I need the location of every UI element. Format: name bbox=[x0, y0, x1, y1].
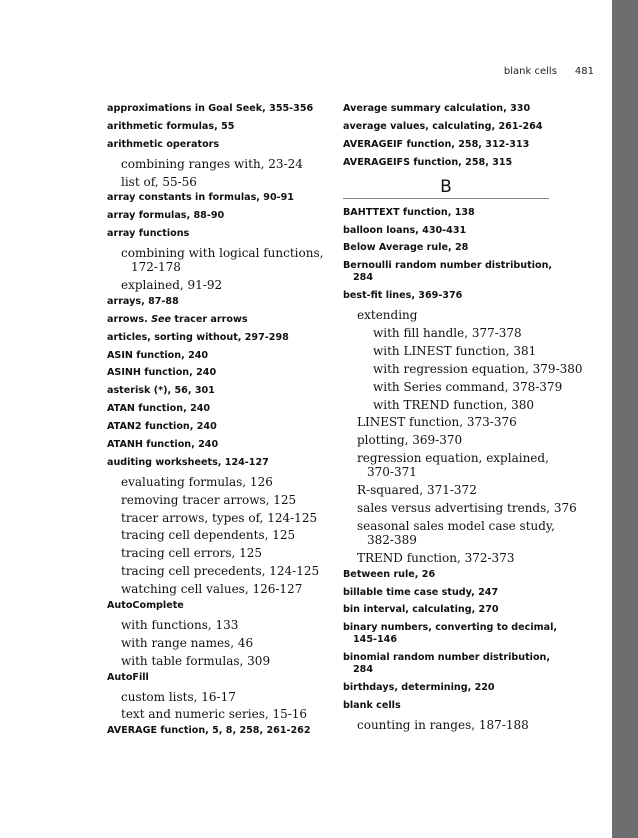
index-subentry bbox=[343, 483, 583, 497]
entry-text: ATANH function, 240 bbox=[107, 439, 219, 451]
index-entry bbox=[107, 439, 347, 451]
entry-continuation: 370-371 bbox=[367, 465, 417, 480]
index-column-left bbox=[107, 103, 347, 743]
entry-text: Below Average rule, 28 bbox=[343, 242, 469, 254]
index-subentry bbox=[343, 344, 583, 358]
entry-text: array constants in formulas, 90-91 bbox=[107, 192, 294, 204]
index-entry bbox=[343, 682, 583, 694]
index-entry bbox=[107, 421, 347, 433]
entry-text: with LINEST function, 381 bbox=[373, 343, 537, 358]
entry-text: custom lists, 16-17 bbox=[121, 689, 236, 704]
index-entry bbox=[107, 210, 347, 222]
entry-text: ATAN function, 240 bbox=[107, 403, 211, 415]
index-entry bbox=[107, 332, 347, 344]
entry-text: tracing cell dependents, 125 bbox=[121, 528, 296, 543]
letter-heading: B bbox=[343, 177, 549, 199]
index-subentry bbox=[107, 528, 347, 542]
index-subentry bbox=[107, 175, 347, 189]
entry-text: approximations in Goal Seek, 355-356 bbox=[107, 103, 314, 114]
index-entry bbox=[107, 600, 347, 612]
entry-text: with functions, 133 bbox=[121, 617, 239, 632]
entry-text: auditing worksheets, 124-127 bbox=[107, 456, 269, 468]
index-entry bbox=[343, 260, 583, 284]
entry-text: R-squared, 371-372 bbox=[357, 483, 477, 498]
entry-text: extending bbox=[357, 308, 418, 323]
entry-text: TREND function, 372-373 bbox=[357, 550, 515, 565]
entry-text: AVERAGE function, 5, 8, 258, 261-262 bbox=[107, 725, 311, 737]
entry-text: AutoFill bbox=[107, 671, 149, 683]
entry-text: asterisk (*), 56, 301 bbox=[107, 385, 215, 397]
index-entry bbox=[107, 367, 347, 379]
entry-text: arithmetic formulas, 55 bbox=[107, 120, 235, 132]
entry-text: counting in ranges, 187-188 bbox=[357, 717, 529, 732]
entry-text: combining with logical functions, bbox=[121, 246, 324, 261]
index-entry bbox=[107, 385, 347, 397]
page-number: 481 bbox=[574, 66, 594, 77]
index-subentry bbox=[107, 707, 347, 721]
entry-text: with range names, 46 bbox=[121, 635, 254, 650]
entry-text: array functions bbox=[107, 228, 190, 240]
index-subentry bbox=[107, 493, 347, 507]
entry-text: average values, calculating, 261-264 bbox=[343, 120, 543, 132]
index-entry bbox=[343, 139, 583, 151]
entry-continuation: 382-389 bbox=[367, 532, 417, 547]
entry-text: balloon loans, 430-431 bbox=[343, 224, 467, 236]
index-entry bbox=[107, 121, 347, 133]
index-subentry bbox=[107, 636, 347, 650]
index-entry bbox=[107, 228, 347, 240]
entry-continuation: 284 bbox=[353, 664, 374, 676]
index-entry bbox=[343, 622, 583, 646]
index-subentry bbox=[107, 475, 347, 489]
entry-text: ASIN function, 240 bbox=[107, 349, 209, 361]
index-entry bbox=[107, 725, 347, 737]
entry-continuation: 145-146 bbox=[353, 634, 398, 646]
index-subentry bbox=[343, 501, 583, 515]
index-subentry bbox=[343, 433, 583, 447]
index-entry bbox=[343, 652, 583, 676]
entry-text: ASINH function, 240 bbox=[107, 367, 217, 379]
index-subentry bbox=[343, 326, 583, 340]
entry-text: AutoComplete bbox=[107, 600, 184, 612]
entry-text: birthdays, determining, 220 bbox=[343, 682, 495, 694]
index-entry bbox=[343, 604, 583, 616]
entry-text: Average summary calculation, 330 bbox=[343, 103, 531, 114]
entry-text: blank cells bbox=[343, 700, 401, 712]
index-entry bbox=[343, 121, 583, 133]
entry-text: with regression equation, 379-380 bbox=[373, 361, 583, 376]
entry-text: tracing cell errors, 125 bbox=[121, 546, 263, 561]
index-subentry bbox=[107, 157, 347, 171]
entry-text: removing tracer arrows, 125 bbox=[121, 492, 297, 507]
entry-text: binary numbers, converting to decimal, bbox=[343, 622, 558, 634]
index-group-a-continued bbox=[343, 103, 583, 169]
entry-text: text and numeric series, 15-16 bbox=[121, 707, 308, 722]
entry-text: AVERAGEIF function, 258, 312-313 bbox=[343, 138, 530, 150]
index-subentry bbox=[343, 718, 583, 732]
entry-text: best-fit lines, 369-376 bbox=[343, 290, 463, 302]
entry-text: evaluating formulas, 126 bbox=[121, 474, 273, 489]
index-subentry bbox=[343, 415, 583, 429]
index-subentry bbox=[343, 362, 583, 376]
index-entry bbox=[107, 314, 347, 326]
index-subentry bbox=[343, 451, 583, 479]
index-entry bbox=[107, 672, 347, 684]
page-edge-bar bbox=[612, 0, 638, 838]
entry-text: plotting, 369-370 bbox=[357, 433, 463, 448]
index-entry bbox=[343, 587, 583, 599]
index-subentry bbox=[343, 519, 583, 547]
entry-text: with table formulas, 309 bbox=[121, 653, 271, 668]
index-subentry bbox=[343, 380, 583, 394]
index-entry bbox=[107, 139, 347, 151]
index-entry bbox=[343, 569, 583, 581]
index-subentry bbox=[107, 564, 347, 578]
entry-text: AVERAGEIFS function, 258, 315 bbox=[343, 156, 513, 168]
index-entry bbox=[107, 192, 347, 204]
see-reference: See bbox=[151, 313, 172, 325]
entry-text: sales versus advertising trends, 376 bbox=[357, 501, 577, 516]
index-group-b bbox=[343, 207, 583, 732]
entry-text: list of, 55-56 bbox=[121, 174, 197, 189]
entry-text: with TREND function, 380 bbox=[373, 397, 534, 412]
entry-text: Between rule, 26 bbox=[343, 568, 436, 580]
index-entry bbox=[107, 103, 347, 115]
entry-text: combining ranges with, 23-24 bbox=[121, 156, 303, 171]
entry-text: regression equation, explained, bbox=[357, 451, 549, 466]
index-subentry bbox=[107, 582, 347, 596]
index-subentry bbox=[107, 511, 347, 525]
entry-text: seasonal sales model case study, bbox=[357, 518, 555, 533]
index-entry bbox=[343, 103, 583, 115]
entry-text: arithmetic operators bbox=[107, 138, 220, 150]
entry-text: array formulas, 88-90 bbox=[107, 210, 225, 222]
index-subentry bbox=[343, 308, 583, 322]
index-subentry bbox=[107, 278, 347, 292]
see-target: tracer arrows bbox=[171, 313, 248, 325]
entry-text: tracing cell precedents, 124-125 bbox=[121, 564, 320, 579]
entry-text: with fill handle, 377-378 bbox=[373, 326, 522, 341]
entry-text: binomial random number distribution, bbox=[343, 652, 551, 664]
index-subentry bbox=[107, 546, 347, 560]
index-subentry bbox=[107, 690, 347, 704]
entry-text: articles, sorting without, 297-298 bbox=[107, 331, 289, 343]
index-entry bbox=[107, 350, 347, 362]
entry-text: watching cell values, 126-127 bbox=[121, 582, 303, 597]
index-subentry bbox=[107, 246, 347, 274]
entry-text: arrows. bbox=[107, 313, 148, 325]
entry-text: LINEST function, 373-376 bbox=[357, 415, 517, 430]
index-subentry bbox=[107, 618, 347, 632]
index-entry bbox=[343, 290, 583, 302]
index-subentry bbox=[343, 551, 583, 565]
entry-text: arrays, 87-88 bbox=[107, 295, 179, 307]
entry-continuation: 284 bbox=[353, 272, 374, 284]
index-entry bbox=[343, 700, 583, 712]
index-subentry bbox=[343, 398, 583, 412]
index-entry bbox=[107, 296, 347, 308]
running-head bbox=[504, 66, 594, 77]
index-entry bbox=[107, 457, 347, 469]
entry-text: with Series command, 378-379 bbox=[373, 379, 563, 394]
index-entry bbox=[343, 242, 583, 254]
index-entry bbox=[343, 207, 583, 219]
entry-text: explained, 91-92 bbox=[121, 278, 223, 293]
entry-text: tracer arrows, types of, 124-125 bbox=[121, 510, 318, 525]
entry-text: billable time case study, 247 bbox=[343, 586, 499, 598]
index-column-right bbox=[343, 103, 583, 736]
entry-text: BAHTTEXT function, 138 bbox=[343, 206, 475, 218]
running-head-section: blank cells bbox=[503, 66, 557, 77]
index-entry bbox=[343, 225, 583, 237]
entry-continuation: 172-178 bbox=[131, 260, 181, 275]
index-subentry bbox=[107, 654, 347, 668]
entry-text: ATAN2 function, 240 bbox=[107, 421, 217, 433]
index-entry bbox=[107, 403, 347, 415]
entry-text: Bernoulli random number distribution, bbox=[343, 260, 553, 272]
entry-text: bin interval, calculating, 270 bbox=[343, 604, 499, 616]
index-entry bbox=[343, 157, 583, 169]
